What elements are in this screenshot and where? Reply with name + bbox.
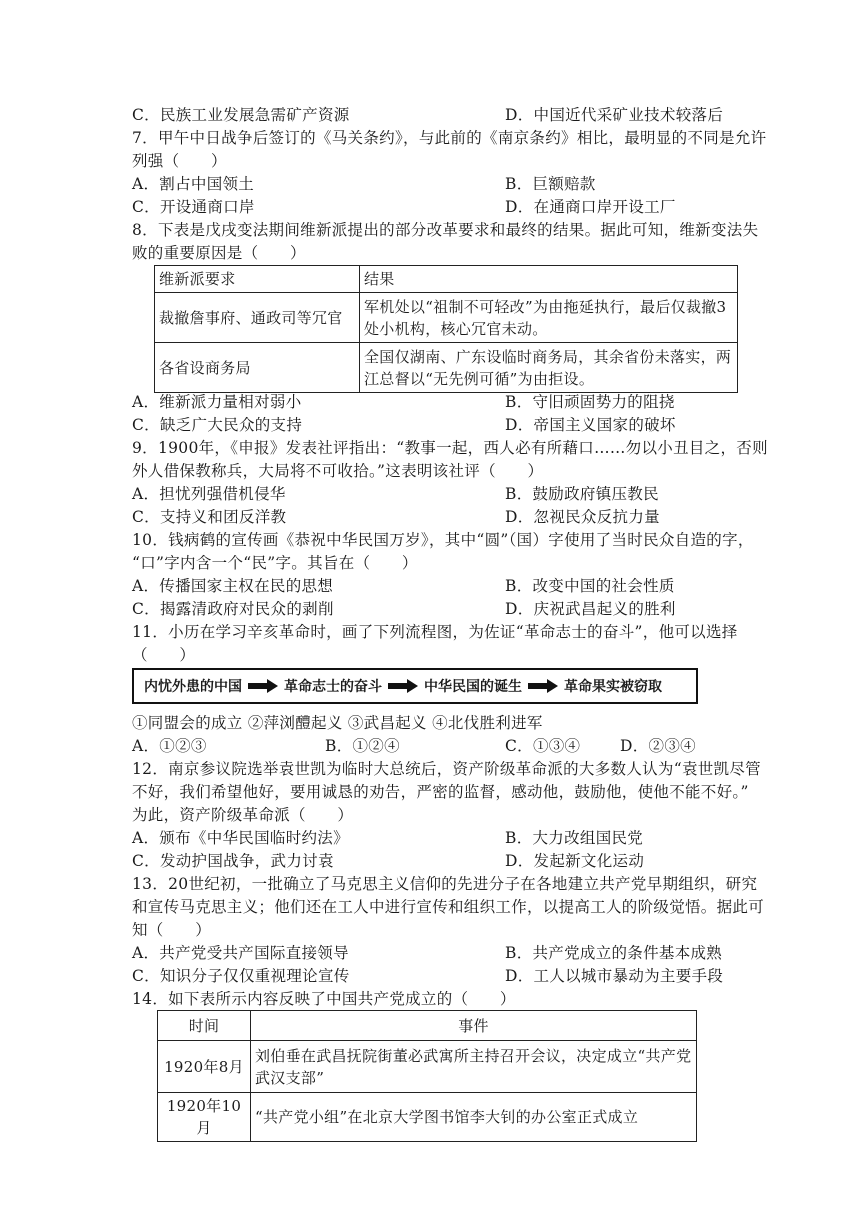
q8-table-header: 结果 — [360, 266, 738, 293]
q8-option-c: C．缺乏广大民众的支持 — [132, 416, 303, 434]
q10-option-a: A．传播国家主权在民的思想 — [132, 577, 334, 595]
q9-option-d: D．忽视民众反抗力量 — [505, 508, 660, 526]
q12-option-c: C．发动护国战争，武力讨袁 — [132, 852, 334, 870]
q11-flowchart — [132, 668, 698, 704]
q12-option-b: B．大力改组国民党 — [505, 829, 644, 847]
flow-step: 中华民国的诞生 — [424, 679, 522, 695]
q13-option-a: A．共产党受共产国际直接领导 — [132, 944, 349, 962]
q7-option-c: C．开设通商口岸 — [132, 198, 255, 216]
q10-option-c: C．揭露清政府对民众的剥削 — [132, 600, 334, 618]
arrow-right-icon — [528, 679, 558, 693]
q11-option-d: D．②③④ — [620, 737, 696, 755]
q13-stem-line1: 13．20世纪初，一批确立了马克思主义信仰的先进分子在各地建立共产党早期组织，研究 — [132, 875, 758, 893]
q7-stem-line2: 列强（ ） — [132, 152, 227, 170]
q8-option-b: B．守旧顽固势力的阻挠 — [505, 393, 675, 411]
q11-stem-line1: 11．小历在学习辛亥革命时，画了下列流程图，为佐证“革命志士的奋斗”，他可以选择 — [132, 623, 738, 641]
q12-option-a: A．颁布《中华民国临时约法》 — [132, 829, 349, 847]
q12-stem-line3: 为此，资产阶级革命派（ ） — [132, 806, 354, 824]
q14-table-cell: 1920年8月 — [158, 1041, 251, 1093]
q14-table-cell: 1920年10月 — [158, 1093, 251, 1142]
flow-step: 革命志士的奋斗 — [284, 679, 382, 695]
q14-stem: 14．如下表所示内容反映了中国共产党成立的（ ） — [132, 990, 516, 1008]
q8-table — [154, 265, 738, 393]
q8-stem-line1: 8．下表是戊戌变法期间维新派提出的部分改革要求和最终的结果。据此可知，维新变法失 — [132, 221, 759, 239]
q8-option-d: D．帝国主义国家的破坏 — [505, 416, 676, 434]
flow-step: 内忧外患的中国 — [144, 679, 242, 695]
q7-option-a: A．割占中国领土 — [132, 175, 255, 193]
q10-option-d: D．庆祝武昌起义的胜利 — [505, 600, 676, 618]
q10-stem-line2: “口”字内含一个“民”字。其旨在（ ） — [132, 554, 418, 572]
q13-stem-line2: 和宣传马克思主义；他们还在工人中进行宣传和组织工作，以提高工人的阶级觉悟。据此可 — [132, 898, 765, 916]
q11-option-b: B．①②④ — [325, 737, 400, 755]
q8-table-cell: 全国仅湖南、广东设临时商务局，其余省份未落实，两江总督以“无先例可循”为由拒设。 — [360, 343, 738, 393]
q11-option-c: C．①③④ — [505, 737, 581, 755]
q11-items: ①同盟会的成立 ②萍浏醴起义 ③武昌起义 ④北伐胜利进军 — [132, 714, 543, 732]
arrow-right-icon — [248, 679, 278, 693]
q6-option-c: C．民族工业发展急需矿产资源 — [132, 106, 350, 124]
q14-table-header: 事件 — [251, 1011, 697, 1041]
q11-stem-line2: （ ） — [132, 646, 196, 664]
q14-table — [157, 1010, 697, 1142]
q13-stem-line3: 知（ ） — [132, 921, 212, 939]
q11-option-a: A．①②③ — [132, 737, 207, 755]
q9-stem-line2: 外人借保教称兵，大局将不可收拾。”这表明该社评（ ） — [132, 462, 544, 480]
flow-step: 革命果实被窃取 — [564, 679, 662, 695]
q9-stem-line1: 9．1900年，《申报》发表社评指出：“教事一起，西人必有所藉口……勿以小丑目之，否则 — [132, 439, 768, 457]
q9-option-a: A．担忧列强借机侵华 — [132, 485, 286, 503]
q7-option-b: B．巨额赔款 — [505, 175, 596, 193]
q12-stem-line2: 不好，我们希望他好，要用诚恳的劝告，严密的监督，感动他，鼓励他，使他不能不好。” — [132, 783, 749, 801]
q7-stem-line1: 7．甲午中日战争后签订的《马关条约》，与此前的《南京条约》相比，最明显的不同是允许 — [132, 129, 767, 147]
q8-table-header: 维新派要求 — [155, 266, 360, 293]
q14-table-cell: “共产党小组”在北京大学图书馆李大钊的办公室正式成立 — [251, 1093, 697, 1142]
q8-table-cell: 裁撤詹事府、通政司等冗官 — [155, 293, 360, 343]
q12-stem-line1: 12．南京参议院选举袁世凯为临时大总统后，资产阶级革命派的大多数人认为“袁世凯尽管 — [132, 760, 761, 778]
q7-option-d: D．在通商口岸开设工厂 — [505, 198, 676, 216]
q8-stem-line2: 败的重要原因是（ ） — [132, 244, 306, 262]
q9-option-c: C．支持义和团反洋教 — [132, 508, 287, 526]
q10-stem-line1: 10．钱病鹤的宣传画《恭祝中华民国万岁》，其中“圆”（国）字使用了当时民众自造的字， — [132, 531, 754, 549]
q12-option-d: D．发起新文化运动 — [505, 852, 645, 870]
q13-option-b: B．共产党成立的条件基本成熟 — [505, 944, 723, 962]
q8-table-cell: 军机处以“祖制不可轻改”为由拖延执行，最后仅裁撤3处小机构，核心冗官未动。 — [360, 293, 738, 343]
q8-option-a: A．维新派力量相对弱小 — [132, 393, 302, 411]
q13-option-c: C．知识分子仅仅重视理论宣传 — [132, 967, 350, 985]
q14-table-cell: 刘伯垂在武昌抚院街董必武寓所主持召开会议，决定成立“共产党武汉支部” — [251, 1041, 697, 1093]
q6-option-d: D．中国近代采矿业技术较落后 — [505, 106, 724, 124]
q14-table-header: 时间 — [158, 1011, 251, 1041]
q9-option-b: B．鼓励政府镇压教民 — [505, 485, 659, 503]
arrow-right-icon — [388, 679, 418, 693]
q8-table-cell: 各省设商务局 — [155, 343, 360, 393]
q10-option-b: B．改变中国的社会性质 — [505, 577, 675, 595]
q13-option-d: D．工人以城市暴动为主要手段 — [505, 967, 724, 985]
